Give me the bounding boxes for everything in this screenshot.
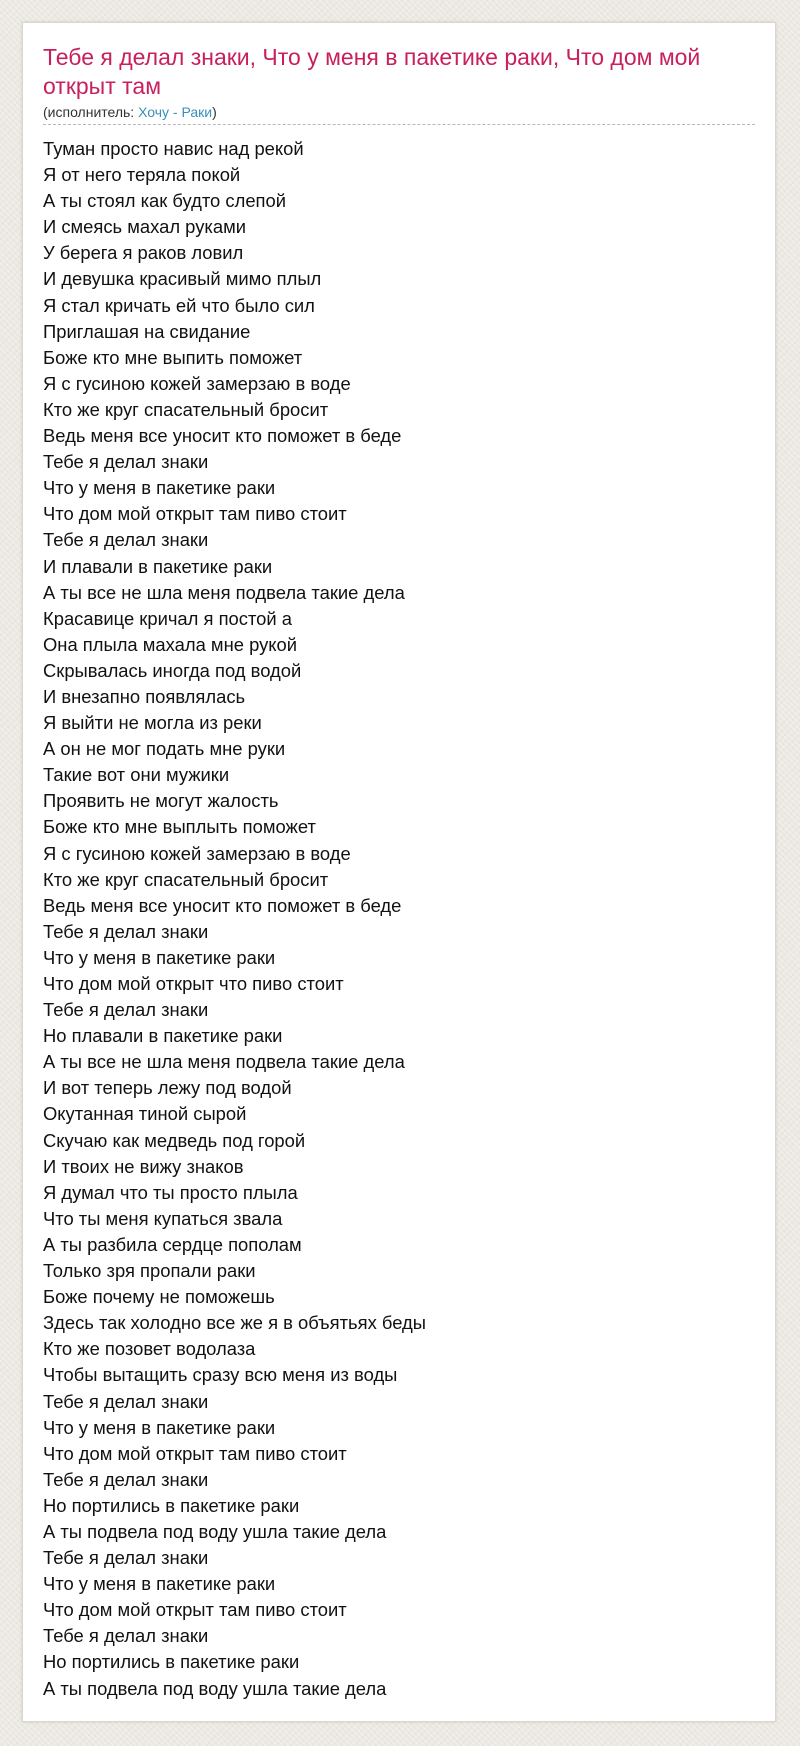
lyric-line: А ты разбила сердце пополам	[43, 1233, 302, 1255]
lyric-line: А ты все не шла меня подвела такие дела	[43, 581, 405, 603]
lyric-line: Что дом мой открыт что пиво стоит	[43, 973, 344, 994]
lyric-line: Чтобы вытащить сразу всю меня из воды	[43, 1364, 398, 1386]
lyric-line: И девушка красивый мимо плыл	[43, 268, 322, 290]
lyric-line: Скучаю как медведь под горой	[43, 1129, 306, 1151]
lyric-line: Окутанная тиной сырой	[43, 1103, 247, 1125]
lyric-line: Кто же позовет водолаза	[43, 1338, 256, 1360]
lyric-line: Проявить не могут жалость	[43, 790, 279, 812]
lyrics-card	[22, 22, 776, 1722]
lyric-line: Она плыла махала мне рукой	[43, 633, 298, 655]
artist-prefix: (исполнитель:	[43, 104, 139, 120]
lyric-line: Скрывалась иногда под водой	[43, 659, 302, 681]
lyric-line: Тебе я делал знаки	[43, 920, 209, 942]
lyric-line: Что ты меня купаться звала	[43, 1207, 283, 1229]
lyric-line: Что у меня в пакетике раки	[43, 1416, 276, 1438]
lyric-line: Но плавали в пакетике раки	[43, 1025, 283, 1047]
lyric-line: Но портились в пакетике раки	[43, 1494, 300, 1516]
lyric-line: Что дом мой открыт там пиво стоит	[43, 1599, 347, 1621]
lyric-line: Что у меня в пакетике раки	[43, 946, 276, 968]
lyric-line: Красавице кричал я постой а	[43, 607, 293, 629]
lyric-line: А ты стоял как будто слепой	[43, 190, 287, 212]
lyric-line: Что у меня в пакетике раки	[43, 477, 276, 499]
lyric-line: Кто же круг спасательный бросит	[43, 398, 329, 420]
lyric-line: А ты подвела под воду ушла такие дела	[43, 1520, 387, 1542]
lyric-line: Что дом мой открыт там пиво стоит	[43, 503, 347, 525]
lyric-line: А ты подвела под воду ушла такие дела	[43, 1677, 387, 1699]
lyric-line: И вот теперь лежу под водой	[43, 1077, 292, 1099]
lyric-line: Такие вот они мужики	[43, 764, 230, 786]
lyric-line: Что дом мой открыт там пиво стоит	[43, 1442, 347, 1464]
lyric-line: Ведь меня все уносит кто поможет в беде	[43, 425, 402, 447]
lyric-line: И твоих не вижу знаков	[43, 1155, 244, 1177]
artist-line	[43, 103, 755, 125]
lyric-line: Я от него теряла покой	[43, 164, 241, 186]
artist-suffix: )	[212, 104, 217, 120]
lyric-line: Тебе я делал знаки	[43, 1625, 209, 1647]
lyric-line: Я думал что ты просто плыла	[43, 1181, 298, 1203]
lyric-line: Тебе я делал знаки	[43, 1547, 209, 1569]
lyric-line: И внезапно появлялась	[43, 685, 246, 707]
lyric-line: Я стал кричать ей что было сил	[43, 294, 315, 316]
lyric-line: Боже кто мне выпить поможет	[43, 346, 303, 368]
lyric-line: Только зря пропали раки	[43, 1260, 256, 1282]
lyric-line: Боже почему не поможешь	[43, 1286, 275, 1308]
lyric-line: И плавали в пакетике раки	[43, 555, 273, 577]
lyric-line: Приглашая на свидание	[43, 320, 251, 342]
lyric-line: Я выйти не могла из реки	[43, 712, 262, 734]
lyric-line: У берега я раков ловил	[43, 242, 244, 264]
lyric-line: Тебе я делал знаки	[43, 529, 209, 551]
lyric-line: Что у меня в пакетике раки	[43, 1573, 276, 1595]
lyric-line: А ты все не шла меня подвела такие дела	[43, 1051, 405, 1073]
lyric-line: Боже кто мне выплыть поможет	[43, 816, 316, 838]
artist-link[interactable]: Хочу - Раки	[138, 104, 213, 120]
lyric-line: И смеясь махал руками	[43, 216, 246, 238]
lyric-line: Я с гусиною кожей замерзаю в воде	[43, 372, 351, 394]
lyric-line: Тебе я делал знаки	[43, 999, 209, 1021]
lyric-line: Туман просто навис над рекой	[43, 138, 304, 159]
lyric-line: Я с гусиною кожей замерзаю в воде	[43, 842, 351, 864]
lyric-line: Ведь меня все уносит кто поможет в беде	[43, 894, 402, 916]
lyric-line: Тебе я делал знаки	[43, 451, 209, 473]
lyric-line: А он не мог подать мне руки	[43, 738, 286, 760]
lyrics-text	[43, 136, 755, 1702]
lyric-line: Тебе я делал знаки	[43, 1390, 209, 1412]
lyric-line: Кто же круг спасательный бросит	[43, 868, 329, 890]
song-title: Тебе я делал знаки, Что у меня в пакетике раки, Что дом мой открыт там	[43, 44, 701, 99]
lyric-line: Тебе я делал знаки	[43, 1468, 209, 1490]
lyric-line: Но портились в пакетике раки	[43, 1651, 300, 1673]
lyric-line: Здесь так холодно все же я в объятьях беды	[43, 1312, 427, 1334]
